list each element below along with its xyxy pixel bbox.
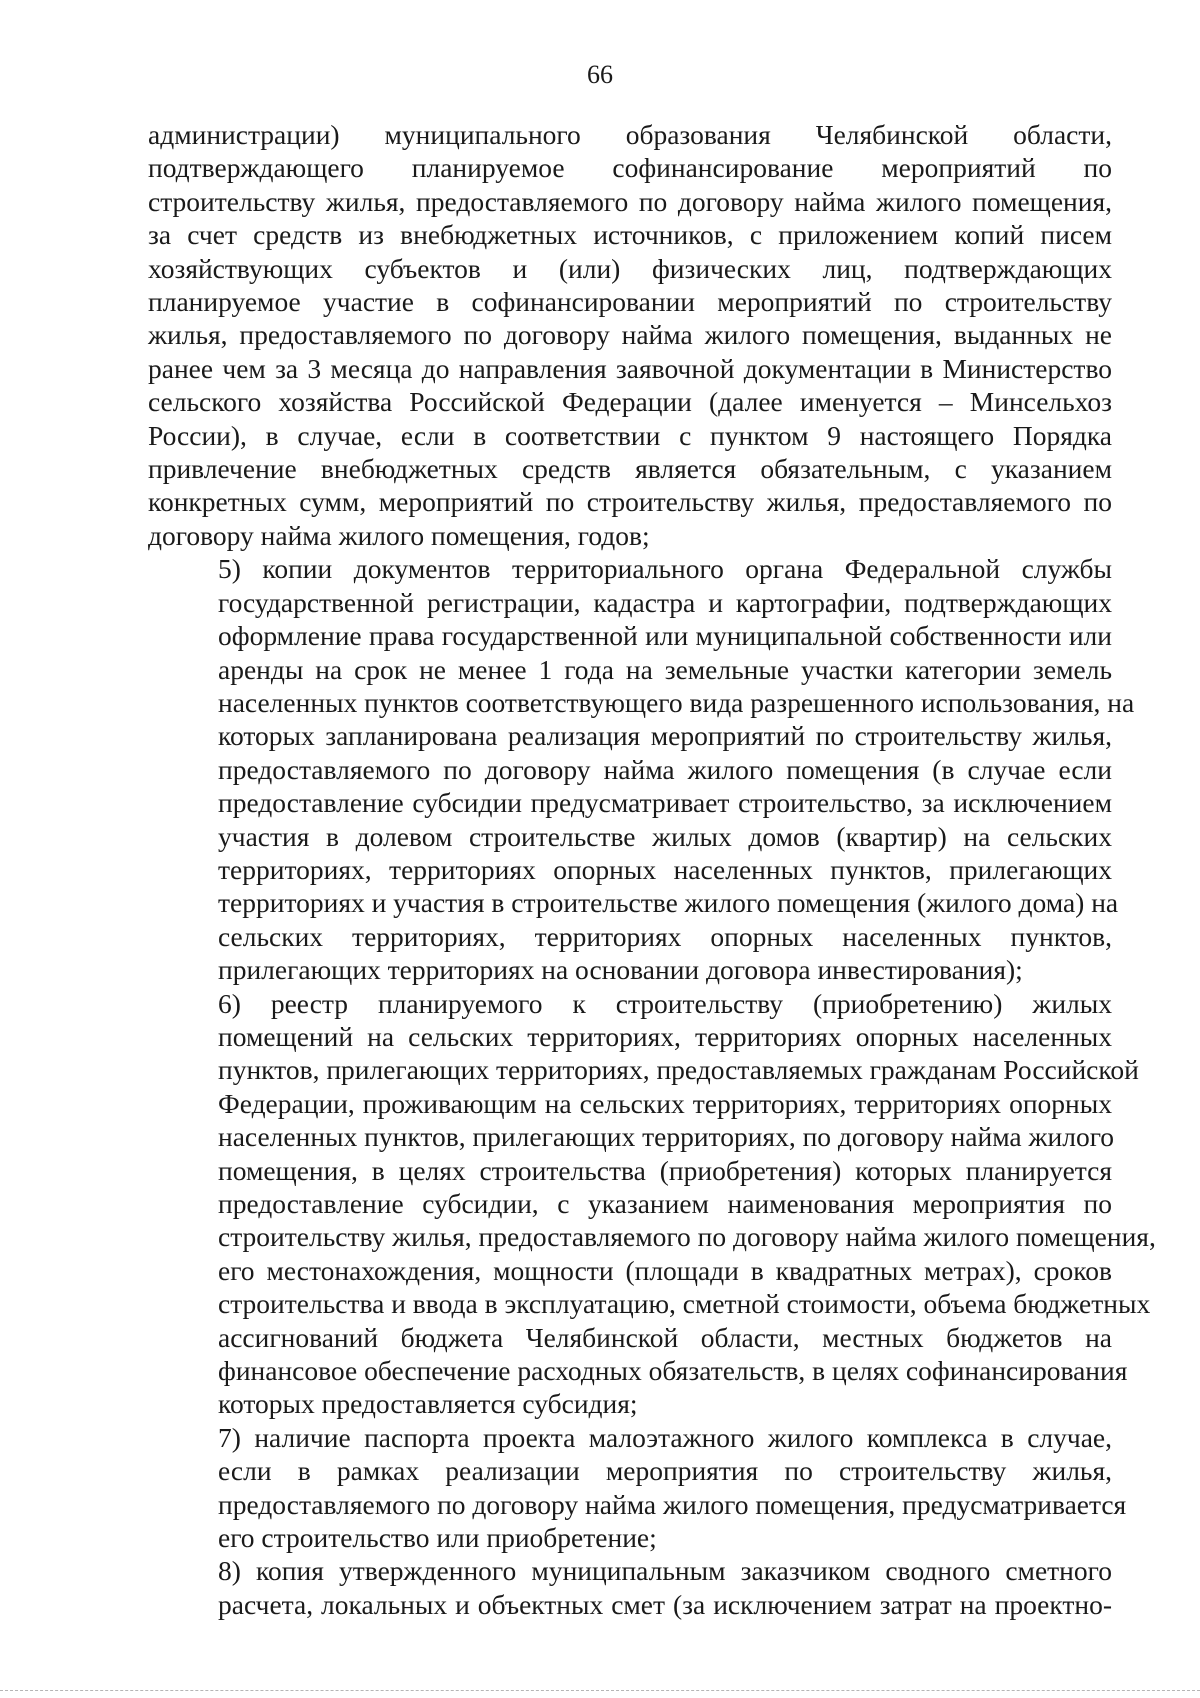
text-line: конкретных сумм, мероприятий по строительству жилья, предоставляемого по: [148, 486, 1112, 518]
text-line: населенных пунктов, прилегающих территориях, по договору найма жилого: [218, 1121, 1115, 1153]
paragraph: [148, 987, 1156, 1421]
text-line: планируемое участие в софинансировании мероприятий по строительству: [148, 286, 1112, 318]
text-line: государственной регистрации, кадастра и картографии, подтверждающих: [218, 586, 1112, 618]
text-line: финансовое обеспечение расходных обязательств, в целях софинансирования: [218, 1355, 1128, 1387]
document-body: [148, 118, 1156, 1621]
text-line: помещений на сельских территориях, территориях опорных населенных: [218, 1020, 1112, 1052]
text-line: договору найма жилого помещения, годов;: [148, 519, 650, 551]
text-line: помещения, в целях строительства (приобретения) которых планируется: [218, 1154, 1112, 1186]
text-line: строительству жилья, предоставляемого по договору найма жилого помещения,: [218, 1221, 1156, 1253]
text-line: России), в случае, если в соответствии с пунктом 9 настоящего Порядка: [148, 419, 1112, 451]
page-bottom-rule: [0, 1690, 1200, 1691]
text-line: сельских территориях, территориях опорных населенных пунктов,: [218, 920, 1112, 952]
text-line: за счет средств из внебюджетных источников, с приложением копий писем: [148, 219, 1112, 251]
text-line: строительства и ввода в эксплуатацию, сметной стоимости, объема бюджетных: [218, 1288, 1151, 1320]
text-line: жилья, предоставляемого по договору найма жилого помещения, выданных не: [148, 319, 1112, 351]
paragraph: [148, 118, 1112, 552]
page-number: 66: [587, 60, 613, 89]
text-line: оформление права государственной или муниципальной собственности или: [218, 620, 1112, 652]
text-line: подтверждающего планируемое софинансирование мероприятий по: [148, 152, 1112, 184]
text-line: администрации) муниципального образования Челябинской области,: [148, 119, 1112, 150]
text-line: его местонахождения, мощности (площади в квадратных метрах), сроков: [218, 1254, 1112, 1286]
text-line: предоставляемого по договору найма жилого помещения, предусматривается: [218, 1488, 1127, 1520]
text-line: населенных пунктов соответствующего вида разрешенного использования, на: [218, 686, 1135, 718]
text-line: 8) копия утвержденного муниципальным заказчиком сводного сметного: [218, 1555, 1112, 1587]
text-line: пунктов, прилегающих территориях, предоставляемых гражданам Российской: [218, 1054, 1139, 1086]
text-line: ранее чем за 3 месяца до направления заявочной документации в Министерство: [148, 352, 1112, 384]
text-line: 6) реестр планируемого к строительству (приобретению) жилых: [218, 987, 1112, 1019]
text-line: его строительство или приобретение;: [218, 1522, 657, 1554]
text-line: предоставление субсидии предусматривает строительство, за исключением: [218, 787, 1112, 819]
text-line: сельского хозяйства Российской Федерации (далее именуется – Минсельхоз: [148, 386, 1112, 418]
text-line: аренды на срок не менее 1 года на земельные участки категории земель: [218, 653, 1112, 685]
text-line: предоставление субсидии, с указанием наименования мероприятия по: [218, 1188, 1112, 1219]
paragraph: [148, 1554, 1112, 1621]
text-line: 5) копии документов территориального органа Федеральной службы: [218, 553, 1112, 585]
text-line: если в рамках реализации мероприятия по строительству жилья,: [218, 1455, 1112, 1487]
text-line: хозяйствующих субъектов и (или) физических лиц, подтверждающих: [148, 252, 1112, 284]
text-line: территориях и участия в строительстве жилого помещения (жилого дома) на: [218, 887, 1119, 919]
text-line: 7) наличие паспорта проекта малоэтажного жилого комплекса в случае,: [218, 1421, 1112, 1453]
text-line: строительству жилья, предоставляемого по договору найма жилого помещения,: [148, 185, 1112, 217]
text-line: которых предоставляется субсидия;: [218, 1388, 638, 1420]
text-line: прилегающих территориях на основании договора инвестирования);: [218, 954, 1023, 986]
text-line: предоставляемого по договору найма жилого помещения (в случае если: [218, 753, 1112, 785]
text-line: ассигнований бюджета Челябинской области, местных бюджетов на: [218, 1321, 1112, 1353]
text-line: Федерации, проживающим на сельских территориях, территориях опорных: [218, 1087, 1112, 1119]
paragraph: [148, 1421, 1127, 1555]
text-line: территориях, территориях опорных населенных пунктов, прилегающих: [218, 853, 1112, 885]
text-line: расчета, локальных и объектных смет (за исключением затрат на проектно-: [218, 1588, 1112, 1620]
text-line: привлечение внебюджетных средств является обязательным, с указанием: [148, 453, 1112, 485]
text-line: участия в долевом строительстве жилых домов (квартир) на сельских: [218, 820, 1112, 852]
text-line: которых запланирована реализация мероприятий по строительству жилья,: [218, 720, 1112, 752]
paragraph: [148, 552, 1135, 986]
